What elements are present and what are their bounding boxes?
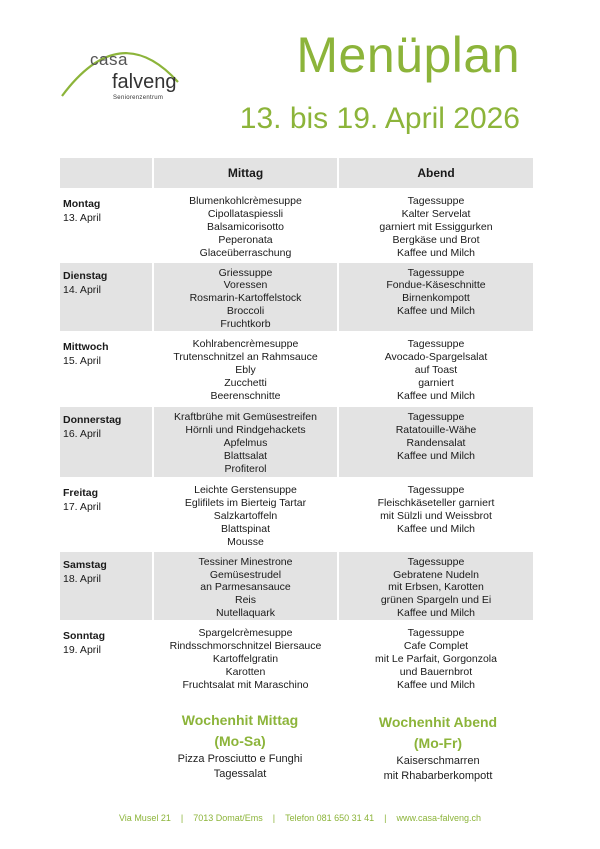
menu-item: Kohlrabencrèmesuppe — [192, 338, 299, 351]
abend-cell — [338, 622, 534, 694]
logo-subtitle: Seniorenzentrum — [113, 95, 164, 101]
menu-item: Peperonata — [218, 233, 273, 246]
mittag-items — [154, 407, 337, 476]
menu-item: Mousse — [227, 535, 264, 548]
mittag-items — [154, 623, 337, 692]
menu-item: Kalter Servelat — [401, 207, 471, 220]
menu-item: auf Toast — [414, 363, 458, 376]
day-name: Samstag — [63, 558, 107, 571]
wochenhit-mittag-title: Wochenhit Mittag — [181, 712, 299, 728]
footer — [0, 813, 600, 823]
table-row — [60, 190, 534, 262]
abend-cell — [338, 479, 534, 551]
menu-item: Fleischkäseteller garniert — [377, 496, 495, 509]
menu-item: Gemüsestrudel — [209, 568, 282, 581]
wochenhit-abend-range: (Mo-Fr) — [413, 735, 463, 751]
menu-item: Rosmarin-Kartoffelstock — [189, 292, 302, 305]
abend-items — [339, 407, 533, 463]
day-date: 14. April — [63, 283, 101, 296]
wochenhit-abend — [348, 712, 528, 784]
menu-item: Kaffee und Milch — [396, 678, 476, 691]
abend-items — [339, 263, 533, 319]
abend-items — [339, 334, 533, 403]
menu-item: Tagessuppe — [407, 338, 465, 351]
date-range: 13. bis 19. April 2026 — [239, 102, 520, 135]
menu-item: grünen Spargeln und Ei — [380, 594, 492, 607]
menu-item: Fruchtsalat mit Maraschino — [182, 678, 309, 691]
menu-table — [60, 158, 535, 695]
menu-item: mit Erbsen, Karotten — [388, 581, 484, 594]
menu-item: Spargelcrèmesuppe — [198, 627, 293, 640]
menu-item: Griessuppe — [218, 266, 273, 279]
header-day — [60, 158, 153, 190]
abend-items — [339, 191, 533, 260]
menu-item: mit Sülzli und Weissbrot — [380, 509, 492, 522]
menu-item: Trutenschnitzel an Rahmsauce — [173, 350, 318, 363]
day-cell — [60, 479, 153, 551]
day-name: Dienstag — [63, 269, 108, 282]
menu-item: mit Le Parfait, Gorgonzola — [375, 652, 497, 665]
menu-item: Profiterol — [224, 462, 267, 475]
header-abend: Abend — [338, 158, 534, 190]
menu-item: Beerenschnitte — [210, 389, 281, 402]
table-row — [60, 479, 534, 551]
menu-item: Fondue-Käseschnitte — [386, 279, 486, 292]
day-name: Sonntag — [63, 630, 105, 643]
menu-item: Kaffee und Milch — [396, 246, 476, 259]
footer-separator: | — [272, 813, 276, 823]
wochenhit-abend-item: Kaiserschmarren — [396, 755, 480, 767]
menu-item: Blattspinat — [220, 522, 271, 535]
wochenhit-mittag — [150, 710, 330, 782]
menu-item: Zucchetti — [224, 376, 267, 389]
abend-cell — [338, 333, 534, 406]
day-name: Donnerstag — [63, 414, 122, 427]
abend-items — [339, 552, 533, 621]
wochenhit-abend-item: mit Rhabarberkompott — [383, 770, 493, 782]
mittag-cell — [153, 550, 338, 622]
day-cell — [60, 406, 153, 479]
day-cell — [60, 261, 153, 333]
menu-item: Voressen — [223, 279, 268, 292]
menu-item: Kaffee und Milch — [396, 607, 476, 620]
menu-item: Gebratene Nudeln — [393, 568, 479, 581]
menu-item: Apfelmus — [223, 436, 268, 449]
mittag-cell — [153, 190, 338, 262]
footer-separator: | — [384, 813, 387, 823]
menu-item: Reis — [234, 594, 256, 607]
menu-item: Ratatouille-Wähe — [395, 423, 477, 436]
menu-item: Salzkartoffeln — [213, 509, 278, 522]
day-date: 13. April — [63, 212, 101, 224]
day-name: Mittwoch — [63, 341, 109, 354]
menu-item: Bergkäse und Brot — [392, 233, 480, 246]
day-date: 18. April — [63, 572, 101, 585]
day-name: Freitag — [63, 487, 99, 500]
menu-item: Avocado-Spargelsalat — [384, 350, 488, 363]
abend-cell — [338, 190, 534, 262]
table-row — [60, 333, 534, 406]
menu-item: Nutellaquark — [216, 607, 275, 620]
wochenhit-mittag-item: Tagessalat — [213, 768, 267, 780]
abend-cell — [338, 261, 534, 333]
footer-city: 7013 Domat/Ems — [193, 813, 263, 823]
menu-item: Tagessuppe — [407, 627, 465, 640]
mittag-items — [154, 480, 337, 549]
footer-website-link[interactable]: www.casa-falveng.ch — [396, 813, 482, 823]
header-mittag: Mittag — [153, 158, 338, 190]
day-cell — [60, 190, 153, 262]
footer-separator: | — [180, 813, 184, 823]
menu-item: Blumenkohlcrèmesuppe — [189, 195, 302, 207]
wochenhit-mittag-item: Pizza Prosciutto e Funghi — [177, 753, 303, 765]
menu-item: Kraftbrühe mit Gemüsestreifen — [174, 411, 317, 424]
menu-item: Tagessuppe — [407, 195, 465, 207]
menu-item: Kaffee und Milch — [396, 522, 476, 535]
menu-item: Fruchtkorb — [220, 318, 271, 331]
page-title: Menüplan — [296, 27, 520, 83]
menu-item: Randensalat — [406, 436, 466, 449]
table-row — [60, 261, 534, 333]
abend-items — [339, 623, 533, 692]
mittag-cell — [153, 622, 338, 694]
table-row — [60, 622, 534, 694]
menu-item: an Parmesansauce — [200, 581, 291, 594]
menu-item: Glaceüberraschung — [199, 246, 292, 259]
mittag-cell — [153, 479, 338, 551]
menu-item: Blattsalat — [223, 449, 268, 462]
abend-cell — [338, 406, 534, 479]
menu-item: Cafe Complet — [403, 640, 469, 653]
day-name: Montag — [63, 198, 101, 210]
menu-item: Kaffee und Milch — [396, 449, 476, 462]
table-header-row — [60, 158, 534, 190]
mittag-cell — [153, 333, 338, 406]
day-cell — [60, 550, 153, 622]
day-date: 15. April — [63, 355, 101, 368]
mittag-cell — [153, 406, 338, 479]
day-date: 17. April — [63, 501, 101, 514]
menu-item: Kaffee und Milch — [396, 305, 476, 318]
table-row — [60, 406, 534, 479]
menu-item: Ebly — [235, 363, 256, 376]
menu-item: Leichte Gerstensuppe — [194, 484, 297, 497]
logo-falveng: falveng — [112, 71, 177, 93]
menu-item: Kaffee und Milch — [396, 389, 476, 402]
menu-item: Tagessuppe — [407, 555, 465, 568]
menu-item: Tagessuppe — [407, 484, 465, 497]
mittag-items — [154, 263, 337, 332]
menu-body — [60, 190, 534, 694]
menu-item: Karotten — [225, 665, 266, 678]
day-cell — [60, 333, 153, 406]
menu-item: Broccoli — [226, 305, 265, 318]
footer-address: Via Musel 21 — [118, 813, 171, 823]
menu-item: Kartoffelgratin — [212, 652, 279, 665]
wochenhit-mittag-range: (Mo-Sa) — [214, 733, 266, 749]
logo — [60, 30, 200, 110]
menu-item: Tagessuppe — [407, 266, 465, 279]
menu-item: garniert mit Essiggurken — [379, 220, 493, 233]
menu-item: Eglifilets im Bierteig Tartar — [184, 496, 307, 509]
wochenhit-abend-title: Wochenhit Abend — [378, 714, 498, 730]
menu-item: Cipollataspiessli — [207, 207, 284, 220]
menu-item: garniert — [418, 376, 454, 389]
day-date: 19. April — [63, 644, 101, 657]
menu-item: Tagessuppe — [407, 411, 465, 424]
mittag-items — [154, 191, 337, 260]
abend-cell — [338, 550, 534, 622]
day-date: 16. April — [63, 428, 101, 441]
mittag-items — [154, 552, 337, 621]
menu-item: Balsamicorisotto — [206, 220, 285, 233]
logo-casa: casa — [90, 50, 128, 69]
menu-item: und Bauernbrot — [399, 665, 473, 678]
menu-item: Birnenkompott — [402, 292, 470, 305]
abend-items — [339, 480, 533, 536]
mittag-cell — [153, 261, 338, 333]
day-cell — [60, 622, 153, 694]
table-row — [60, 550, 534, 622]
menu-item: Rindsschmorschnitzel Biersauce — [169, 640, 322, 653]
mittag-items — [154, 334, 337, 403]
footer-phone: Telefon 081 650 31 41 — [285, 813, 375, 823]
menu-item: Tessiner Minestrone — [198, 555, 293, 568]
menu-item: Hörnli und Rindgehackets — [185, 423, 306, 436]
